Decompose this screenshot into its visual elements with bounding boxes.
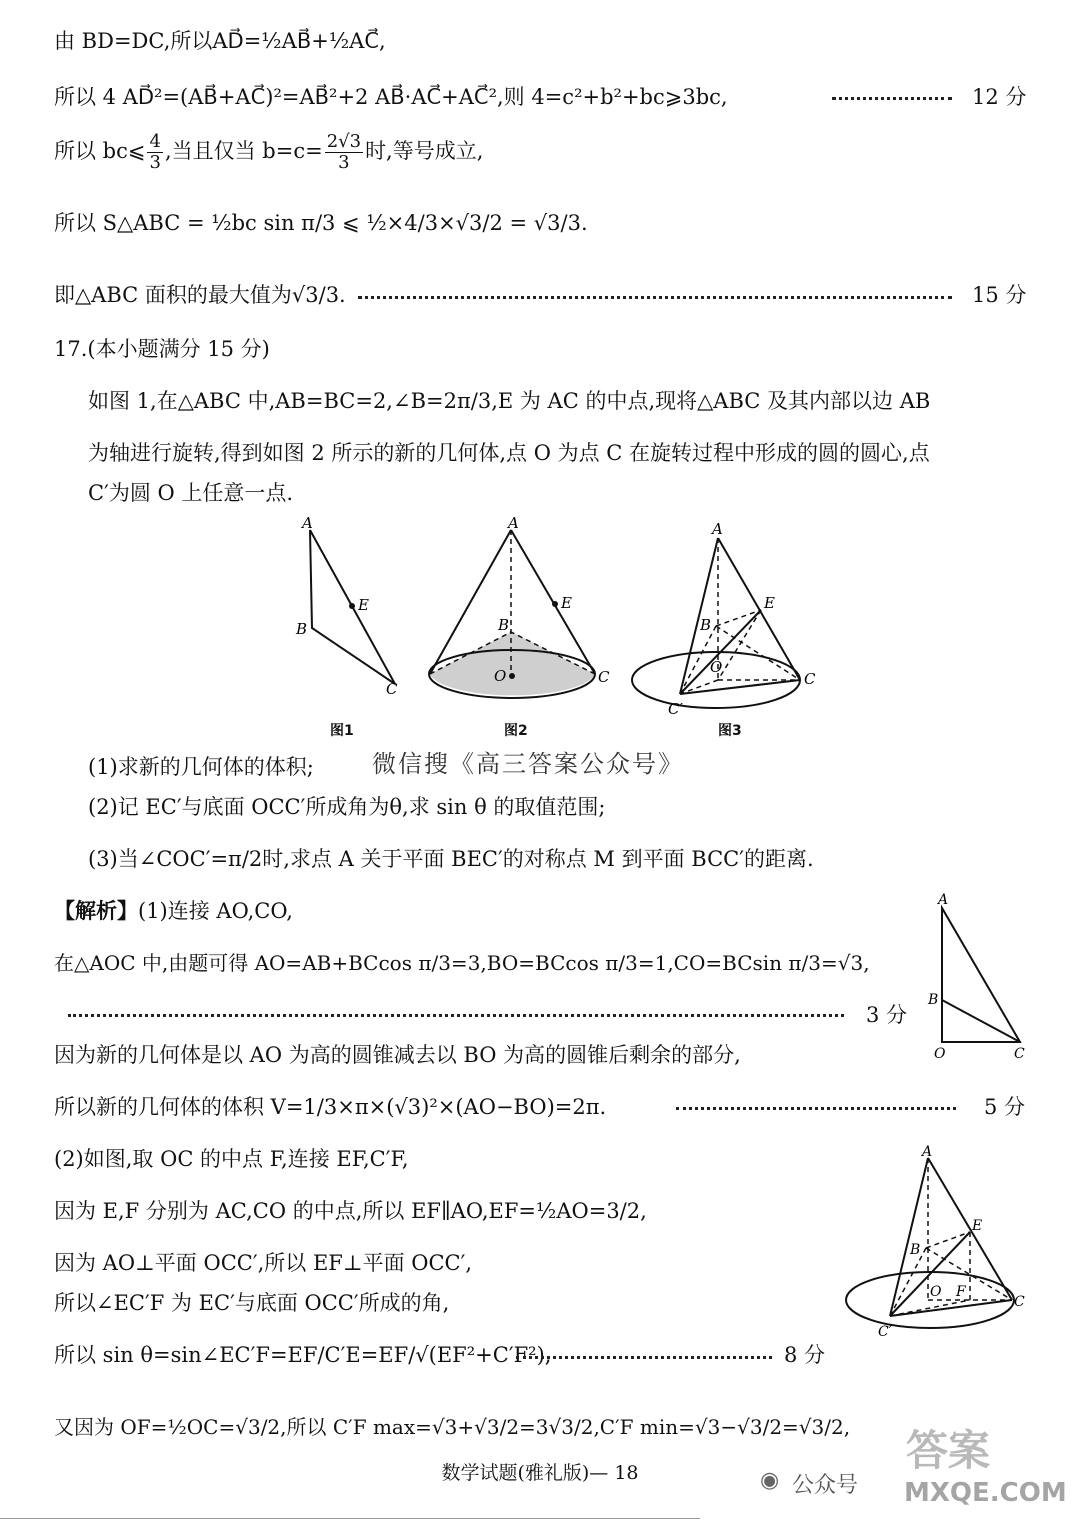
sol-fig-label-b: B	[928, 992, 939, 1008]
question-17-text-2: 为轴进行旋转,得到如图 2 所示的新的几何体,点 O 为点 C 在旋转过程中形成的圆的圆心,点	[88, 441, 930, 465]
sub-question-1: (1)求新的几何体的体积;	[88, 755, 314, 779]
score-leader-dots	[676, 1107, 956, 1110]
fig2-label-a: A	[508, 516, 519, 532]
figure-3-cone-section	[630, 516, 830, 716]
solution-line-2: 在△AOC 中,由题可得 AO=AB+BCcos π/3=3,BO=BCcos π/3=1,CO=BCsin π/3=√3,	[54, 951, 870, 975]
line3-part-b: ,当且仅当 b=c=	[164, 139, 323, 163]
fig3-label-o: O	[710, 658, 723, 676]
sol2-label-o: O	[930, 1284, 942, 1300]
watermark-wechat-label: 公众号	[792, 1473, 859, 1498]
fig3-label-a: A	[712, 520, 723, 538]
solution-line-1	[54, 896, 293, 926]
line3-part-a: 所以 bc⩽	[54, 139, 146, 163]
sub-question-2: (2)记 EC′与底面 OCC′所成角为θ,求 sin θ 的取值范围;	[88, 795, 606, 819]
sub-question-3: (3)当∠COC′=π/2时,求点 A 关于平面 BEC′的对称点 M 到平面 BCC′的距离.	[88, 847, 814, 871]
fig1-label-c: C	[386, 680, 398, 698]
sol2-label-f: F	[956, 1284, 966, 1300]
fig2-label-e: E	[561, 594, 572, 612]
question-17-text-1: 如图 1,在△ABC 中,AB=BC=2,∠B=2π/3,E 为 AC 的中点,现将△ABC 及其内部以边 AB	[88, 389, 931, 413]
derivation-line-5: 即△ABC 面积的最大值为√3/3.	[54, 283, 346, 307]
fig3-label-b: B	[700, 616, 712, 634]
sol-fig-label-a: A	[938, 892, 949, 908]
score-12: 12 分	[972, 85, 1027, 109]
line3-part-c: 时,等号成立,	[365, 139, 484, 163]
footer-rule	[0, 1518, 700, 1519]
wechat-search-note: 微信搜《高三答案公众号》	[372, 750, 684, 778]
score-5: 5 分	[984, 1095, 1026, 1119]
score-leader-dots	[832, 97, 952, 100]
score-3: 3 分	[866, 1003, 908, 1027]
part2-line-1: (2)如图,取 OC 的中点 F,连接 EF,C′F,	[54, 1147, 409, 1171]
fig1-label-e: E	[358, 596, 369, 614]
fraction-den: 3	[338, 152, 350, 173]
derivation-line-3	[54, 132, 483, 173]
solution-figure-cone-section	[840, 1140, 1040, 1350]
sol2-label-e: E	[972, 1218, 983, 1234]
derivation-line-4: 所以 S△ABC = ½bc sin π/3 ⩽ ½×4/3×√3/2 = √3/3.	[54, 211, 588, 235]
solution-label: 【解析】	[54, 898, 138, 923]
derivation-line-2: 所以 4 AD⃗²=(AB⃗+AC⃗)²=AB⃗²+2 AB⃗·AC⃗+AC⃗²,则 4=c²+b²+bc⩾3bc,	[54, 85, 728, 109]
wechat-icon: ◉	[760, 1468, 780, 1493]
watermark-site: MXQE.COM	[904, 1478, 1067, 1508]
fig2-label-c: C	[598, 668, 610, 686]
fraction-num: 2√3	[326, 131, 362, 152]
sol2-label-c: C	[1014, 1294, 1025, 1310]
part2-line-4: 所以∠EC′F 为 EC′与底面 OCC′所成的角,	[54, 1291, 450, 1315]
fraction-4-3	[147, 132, 162, 173]
fig1-label-b: B	[296, 620, 308, 638]
score-leader-dots	[358, 296, 952, 299]
sol2-label-a: A	[922, 1144, 933, 1160]
figure-2-cone	[418, 516, 618, 706]
fig2-label-o: O	[494, 667, 507, 685]
fig3-label-c-prime: C′	[668, 700, 683, 716]
figure-1-triangle	[292, 516, 412, 706]
solution-line-4: 所以新的几何体的体积 V=1/3×π×(√3)²×(AO−BO)=2π.	[54, 1095, 607, 1119]
fig3-label-c: C	[804, 670, 816, 688]
fig1-label-a: A	[302, 516, 313, 532]
score-8: 8 分	[784, 1343, 826, 1367]
question-17-title: 17.(本小题满分 15 分)	[54, 337, 270, 361]
question-17-text-3: C′为圆 O 上任意一点.	[88, 481, 294, 505]
score-15: 15 分	[972, 283, 1027, 307]
page-footer: 数学试题(雅礼版)— 18	[441, 1462, 639, 1484]
part2-line-2: 因为 E,F 分别为 AC,CO 的中点,所以 EF∥AO,EF=½AO=3/2,	[54, 1199, 647, 1223]
sol2-label-c-prime: C′	[878, 1324, 892, 1340]
part2-line-3: 因为 AO⊥平面 OCC′,所以 EF⊥平面 OCC′,	[54, 1251, 473, 1275]
figure-1-caption: 图1	[330, 723, 354, 739]
figure-2-caption: 图2	[504, 723, 528, 739]
score-leader-dots	[516, 1356, 772, 1359]
figure-3-caption: 图3	[718, 723, 742, 739]
solution-part-1: (1)连接 AO,CO,	[138, 899, 293, 923]
watermark-brand: 答案	[906, 1426, 991, 1475]
fig2-label-b: B	[498, 616, 510, 634]
score-leader-dots	[68, 1014, 844, 1017]
derivation-line-1: 由 BD=DC,所以AD⃗=½AB⃗+½AC⃗,	[54, 29, 386, 53]
sol2-label-b: B	[910, 1242, 921, 1258]
fraction-den: 3	[149, 152, 161, 173]
part2-line-6: 又因为 OF=½OC=√3/2,所以 C′F max=√3+√3/2=3√3/2,C′F min=√3−√3/2=√3/2,	[54, 1415, 851, 1439]
sol-fig-label-o: O	[934, 1046, 946, 1062]
part2-line-5: 所以 sin θ=sin∠EC′F=EF/C′E=EF/√(EF²+C′F²),	[54, 1343, 552, 1367]
sol-fig-label-c: C	[1014, 1046, 1025, 1062]
solution-figure-triangle	[924, 890, 1034, 1070]
fraction-2root3-3	[325, 132, 363, 173]
fraction-num: 4	[149, 131, 161, 152]
fig3-label-e: E	[764, 594, 775, 612]
solution-line-3: 因为新的几何体是以 AO 为高的圆锥减去以 BO 为高的圆锥后剩余的部分,	[54, 1043, 741, 1067]
